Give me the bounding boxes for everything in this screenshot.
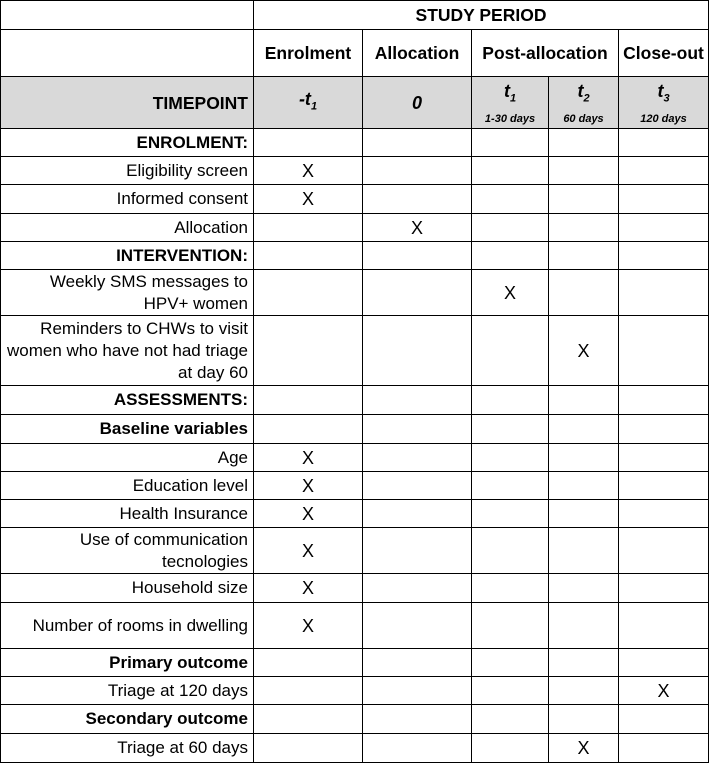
schedule-cell: [472, 734, 549, 763]
schedule-mark: X: [254, 574, 363, 603]
phase-post-allocation: Post-allocation: [472, 30, 619, 77]
row-label: Health Insurance: [1, 500, 254, 528]
schedule-cell: [619, 444, 709, 472]
schedule-cell: [619, 705, 709, 734]
timepoint-cell: [619, 77, 709, 129]
schedule-cell: [472, 214, 549, 242]
schedule-cell: [549, 242, 619, 270]
schedule-cell: [363, 157, 472, 185]
timepoint-symbol: t: [577, 81, 584, 102]
schedule-row: [1, 734, 709, 763]
schedule-cell: [363, 500, 472, 528]
schedule-row: [1, 386, 709, 415]
schedule-cell: [363, 185, 472, 214]
row-label: Triage at 60 days: [1, 734, 254, 763]
timepoint-detail: 1-30 days: [484, 112, 536, 125]
timepoint-cell: [472, 77, 549, 129]
schedule-row: [1, 705, 709, 734]
schedule-cell: [619, 214, 709, 242]
schedule-cell: [472, 574, 549, 603]
schedule-mark: X: [549, 734, 619, 763]
phase-enrolment: Enrolment: [254, 30, 363, 77]
schedule-cell: [619, 472, 709, 500]
row-label: Reminders to CHWs to visit women who have not had triage at day 60: [1, 316, 254, 386]
schedule-cell: [549, 705, 619, 734]
schedule-cell: [549, 214, 619, 242]
schedule-cell: [363, 677, 472, 705]
timepoint-detail: 60 days: [563, 112, 604, 125]
schedule-cell: [619, 734, 709, 763]
schedule-cell: [363, 472, 472, 500]
schedule-mark: X: [472, 270, 549, 316]
row-label: Use of communication tecnologies: [1, 528, 254, 574]
schedule-cell: [619, 129, 709, 157]
schedule-row: [1, 649, 709, 677]
corner-cell: [1, 30, 254, 77]
schedule-cell: [254, 242, 363, 270]
schedule-row: [1, 316, 709, 386]
schedule-cell: [549, 649, 619, 677]
schedule-cell: [472, 415, 549, 444]
timepoint-cell: [254, 77, 363, 129]
row-label: Age: [1, 444, 254, 472]
schedule-cell: [549, 157, 619, 185]
timepoint-symbol: -t: [298, 88, 311, 109]
schedule-cell: [363, 574, 472, 603]
schedule-cell: [549, 574, 619, 603]
schedule-cell: [549, 129, 619, 157]
timepoint-subscript: 2: [583, 92, 590, 105]
schedule-cell: [472, 386, 549, 415]
schedule-cell: [363, 528, 472, 574]
schedule-cell: [472, 528, 549, 574]
phase-allocation: Allocation: [363, 30, 472, 77]
schedule-cell: [472, 500, 549, 528]
schedule-row: [1, 500, 709, 528]
timepoint-cell: [549, 77, 619, 129]
schedule-cell: [619, 603, 709, 649]
schedule-cell: [472, 603, 549, 649]
schedule-mark: X: [549, 316, 619, 386]
schedule-cell: [619, 415, 709, 444]
row-label: Informed consent: [1, 185, 254, 214]
row-label: Number of rooms in dwelling: [1, 603, 254, 649]
schedule-cell: [363, 316, 472, 386]
schedule-cell: [363, 444, 472, 472]
schedule-cell: [472, 472, 549, 500]
schedule-cell: [549, 185, 619, 214]
schedule-cell: [254, 734, 363, 763]
schedule-cell: [619, 500, 709, 528]
schedule-row: [1, 157, 709, 185]
schedule-row: [1, 528, 709, 574]
schedule-row: [1, 242, 709, 270]
schedule-cell: [363, 603, 472, 649]
schedule-cell: [549, 415, 619, 444]
schedule-cell: [619, 185, 709, 214]
schedule-cell: [472, 316, 549, 386]
section-label: ASSESSMENTS:: [1, 386, 254, 415]
schedule-cell: [254, 316, 363, 386]
schedule-mark: X: [254, 603, 363, 649]
schedule-row: [1, 603, 709, 649]
schedule-cell: [254, 129, 363, 157]
schedule-cell: [254, 677, 363, 705]
schedule-cell: [472, 649, 549, 677]
schedule-cell: [549, 444, 619, 472]
schedule-row: [1, 574, 709, 603]
schedule-cell: [619, 528, 709, 574]
schedule-cell: [549, 472, 619, 500]
schedule-mark: X: [254, 500, 363, 528]
row-label: Weekly SMS messages to HPV+ women: [1, 270, 254, 316]
schedule-cell: [549, 603, 619, 649]
timepoint-symbol: t: [657, 81, 664, 102]
timepoint-detail: 120 days: [640, 112, 687, 125]
section-label: INTERVENTION:: [1, 242, 254, 270]
schedule-cell: [254, 386, 363, 415]
schedule-cell: [363, 129, 472, 157]
schedule-cell: [472, 185, 549, 214]
schedule-row: [1, 214, 709, 242]
schedule-cell: [619, 386, 709, 415]
schedule-cell: [363, 386, 472, 415]
timepoint-cell: [363, 77, 472, 129]
timepoint-symbol: t: [503, 81, 510, 102]
schedule-mark: X: [254, 157, 363, 185]
schedule-cell: [472, 157, 549, 185]
schedule-cell: [472, 242, 549, 270]
timepoint-symbol: 0: [411, 92, 422, 113]
schedule-cell: [549, 270, 619, 316]
schedule-cell: [254, 649, 363, 677]
section-label: Baseline variables: [1, 415, 254, 444]
schedule-cell: [254, 214, 363, 242]
study-period-heading: STUDY PERIOD: [254, 1, 709, 30]
schedule-cell: [363, 415, 472, 444]
schedule-cell: [619, 574, 709, 603]
schedule-row: [1, 185, 709, 214]
corner-cell: [1, 1, 254, 30]
row-label: Triage at 120 days: [1, 677, 254, 705]
schedule-mark: X: [619, 677, 709, 705]
schedule-row: [1, 472, 709, 500]
schedule-cell: [472, 705, 549, 734]
row-label: Household size: [1, 574, 254, 603]
schedule-cell: [619, 649, 709, 677]
timepoint-subscript: 1: [509, 92, 517, 105]
schedule-cell: [619, 242, 709, 270]
schedule-cell: [472, 129, 549, 157]
schedule-cell: [619, 270, 709, 316]
schedule-cell: [549, 500, 619, 528]
schedule-cell: [472, 677, 549, 705]
schedule-cell: [363, 734, 472, 763]
schedule-mark: X: [254, 444, 363, 472]
schedule-mark: X: [254, 185, 363, 214]
schedule-mark: X: [363, 214, 472, 242]
schedule-row: [1, 677, 709, 705]
phase-close-out: Close-out: [619, 30, 709, 77]
timepoint-label: TIMEPOINT: [1, 77, 254, 129]
schedule-cell: [254, 415, 363, 444]
schedule-cell: [549, 528, 619, 574]
row-label: Allocation: [1, 214, 254, 242]
schedule-cell: [254, 705, 363, 734]
schedule-cell: [619, 316, 709, 386]
schedule-cell: [363, 242, 472, 270]
schedule-cell: [363, 270, 472, 316]
schedule-cell: [363, 705, 472, 734]
timepoint-subscript: 3: [663, 92, 670, 105]
schedule-row: [1, 415, 709, 444]
schedule-cell: [472, 444, 549, 472]
section-label: ENROLMENT:: [1, 129, 254, 157]
schedule-cell: [549, 386, 619, 415]
row-label: Eligibility screen: [1, 157, 254, 185]
schedule-cell: [363, 649, 472, 677]
timepoint-subscript: 1: [310, 100, 318, 113]
section-label: Primary outcome: [1, 649, 254, 677]
schedule-mark: X: [254, 472, 363, 500]
schedule-mark: X: [254, 528, 363, 574]
schedule-row: [1, 270, 709, 316]
schedule-cell: [254, 270, 363, 316]
section-label: Secondary outcome: [1, 705, 254, 734]
schedule-row: [1, 444, 709, 472]
row-label: Education level: [1, 472, 254, 500]
schedule-row: [1, 129, 709, 157]
schedule-cell: [619, 157, 709, 185]
schedule-cell: [549, 677, 619, 705]
